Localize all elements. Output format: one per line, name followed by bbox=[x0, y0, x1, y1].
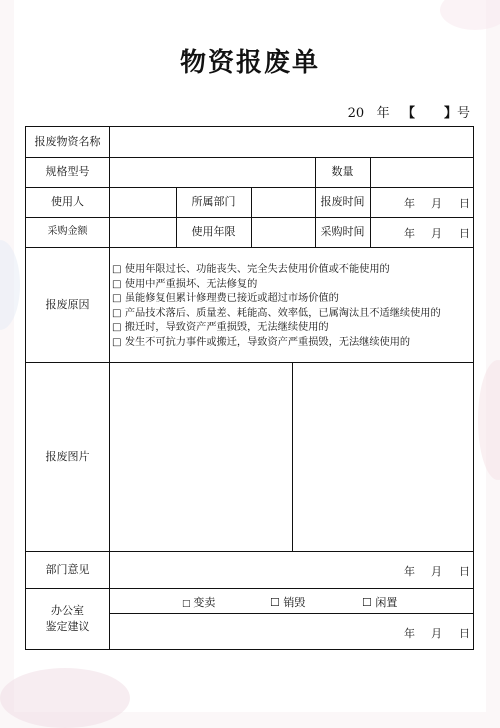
date-day: 日 bbox=[459, 227, 470, 240]
document-number bbox=[348, 102, 470, 121]
input-dept[interactable] bbox=[252, 187, 315, 217]
date-month: 月 bbox=[431, 627, 442, 640]
date-month: 月 bbox=[431, 197, 442, 210]
checkbox-icon[interactable]: □ bbox=[112, 293, 125, 305]
option-sell[interactable]: □ 变卖 bbox=[182, 596, 216, 609]
label-spec: 规格型号 bbox=[45, 165, 90, 178]
date-month: 月 bbox=[431, 565, 442, 578]
row-divider bbox=[109, 613, 473, 614]
date-day: 日 bbox=[459, 197, 470, 210]
reason-item[interactable]: □ 产品技术落后、质量差、耗能高、效率低，已属淘汰且不适继续使用的 bbox=[112, 307, 441, 319]
input-user[interactable] bbox=[110, 187, 176, 217]
date-day: 日 bbox=[459, 565, 470, 578]
label-dept-opinion: 部门意见 bbox=[45, 562, 90, 576]
checkbox-icon[interactable]: ☐ bbox=[362, 596, 376, 609]
reason-item[interactable]: □ 搬迁时，导致资产严重损毁，无法继续使用的 bbox=[112, 322, 329, 334]
office-label-line1: 办公室 bbox=[51, 603, 84, 617]
date-year: 年 bbox=[404, 227, 415, 240]
checkbox-icon[interactable]: □ bbox=[112, 278, 125, 290]
label-item-name: 报废物资名称 bbox=[34, 135, 101, 148]
label-years-used: 使用年限 bbox=[191, 225, 236, 238]
doc-open-bracket: 【 bbox=[402, 106, 416, 121]
doc-prefix: 20 bbox=[347, 106, 365, 121]
input-quantity[interactable] bbox=[371, 157, 473, 187]
option-idle[interactable]: ☐ 闲置 bbox=[362, 596, 398, 609]
label-photos: 报废图片 bbox=[45, 449, 90, 463]
checkbox-icon[interactable]: □ bbox=[112, 307, 125, 319]
checkbox-icon[interactable]: □ bbox=[112, 322, 125, 334]
label-purchase-amount: 采购金额 bbox=[47, 226, 88, 237]
doc-close-bracket: 】 bbox=[443, 106, 457, 121]
input-spec[interactable] bbox=[110, 157, 315, 187]
reason-checklist bbox=[112, 263, 441, 351]
input-item-name[interactable] bbox=[110, 127, 473, 157]
date-month: 月 bbox=[431, 227, 442, 240]
label-user: 使用人 bbox=[51, 195, 84, 208]
date-year: 年 bbox=[404, 627, 415, 640]
scrap-form-table bbox=[25, 126, 474, 650]
option-destroy[interactable]: ☐ 销毁 bbox=[270, 596, 306, 609]
reason-item[interactable]: □ 虽能修复但累计修理费已接近或超过市场价值的 bbox=[112, 293, 339, 305]
checkbox-icon[interactable]: □ bbox=[182, 599, 194, 609]
input-years-used[interactable] bbox=[252, 217, 315, 247]
label-reason: 报废原因 bbox=[45, 297, 90, 311]
photo-slot-left[interactable] bbox=[110, 363, 292, 551]
checkbox-icon[interactable]: □ bbox=[112, 336, 125, 348]
label-purchase-time: 采购时间 bbox=[320, 225, 365, 238]
label-dept: 所属部门 bbox=[191, 195, 236, 208]
page-title: 物资报废单 bbox=[179, 48, 320, 78]
reason-item[interactable]: □ 使用中严重损坏、无法修复的 bbox=[112, 278, 258, 290]
reason-item[interactable]: □ 发生不可抗力事件或搬迁，导致资产严重损毁，无法继续使用的 bbox=[112, 336, 411, 348]
checkbox-icon[interactable]: □ bbox=[112, 264, 125, 275]
label-office-opinion bbox=[26, 588, 109, 649]
doc-year: 年 bbox=[376, 106, 390, 121]
reason-item[interactable]: □ 使用年限过长、功能丧失、完全失去使用价值或不能使用的 bbox=[112, 264, 390, 275]
photo-slot-right[interactable] bbox=[293, 363, 473, 551]
label-scrap-time: 报废时间 bbox=[320, 195, 365, 208]
date-year: 年 bbox=[404, 197, 415, 210]
doc-suffix: 号 bbox=[456, 106, 470, 121]
office-label-line2: 鉴定建议 bbox=[45, 619, 90, 633]
date-year: 年 bbox=[404, 565, 415, 578]
input-purchase-amount[interactable] bbox=[110, 217, 176, 247]
checkbox-icon[interactable]: ☐ bbox=[270, 596, 284, 609]
date-day: 日 bbox=[459, 627, 470, 640]
decor-blob bbox=[0, 668, 130, 728]
label-quantity: 数量 bbox=[331, 165, 354, 178]
